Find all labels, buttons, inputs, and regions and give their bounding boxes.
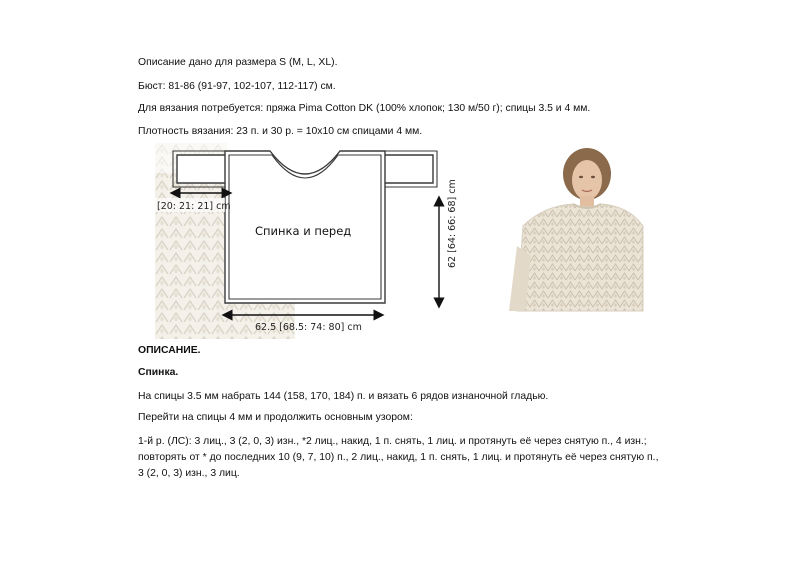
switch-needles-instructions: Перейти на спицы 4 мм и продолжить основным узором:	[138, 412, 413, 423]
model-photo	[503, 146, 643, 311]
materials-text: Для вязания потребуется: пряжа Pima Cotton DK (100% хлопок; 130 м/50 г); спицы 3.5 и 4 мм.	[138, 103, 591, 114]
cast-on-instructions: На спицы 3.5 мм набрать 144 (158, 170, 184) п. и вязать 6 рядов изнаночной гладью.	[138, 391, 549, 402]
sleeve-right-outline	[385, 155, 433, 183]
sleeve-left-outline	[177, 155, 225, 183]
lace-texture-bottom	[215, 301, 295, 339]
face-shape	[572, 160, 602, 200]
row1-instructions-line3: 3 (2, 0, 3) изн., 3 лиц.	[138, 468, 240, 479]
schematic-diagram	[155, 143, 458, 339]
piece-label: Спинка и перед	[255, 224, 352, 238]
height-dimension-label: 62 [64: 66: 68] cm	[447, 179, 458, 268]
width-dimension-label: 62.5 [68.5: 74: 80] cm	[255, 322, 362, 333]
back-subheading: Спинка.	[138, 367, 179, 378]
row1-instructions-line1: 1-й р. (ЛС): 3 лиц., 3 (2, 0, 3) изн., *2 лиц., накид, 1 п. снять, 1 лиц. и протянуть её через снятую п., 4 изн.;	[138, 436, 647, 447]
sleeve-dimension-label: [20: 21: 21] cm	[157, 201, 231, 212]
sweater-shape	[517, 204, 643, 311]
row1-instructions-line2: повторять от * до последних 10 (9, 7, 10) п., 2 лиц., накид, 1 п. снять, 1 лиц. и протянуть её через снятую п.,	[138, 452, 659, 463]
size-note: Описание дано для размера S (M, L, XL).	[138, 57, 338, 68]
section-heading: ОПИСАНИЕ.	[138, 345, 201, 356]
bust-measurements: Бюст: 81-86 (91-97, 102-107, 112-117) см.	[138, 81, 336, 92]
gauge-text: Плотность вязания: 23 п. и 30 р. = 10х10 см спицами 4 мм.	[138, 126, 423, 137]
